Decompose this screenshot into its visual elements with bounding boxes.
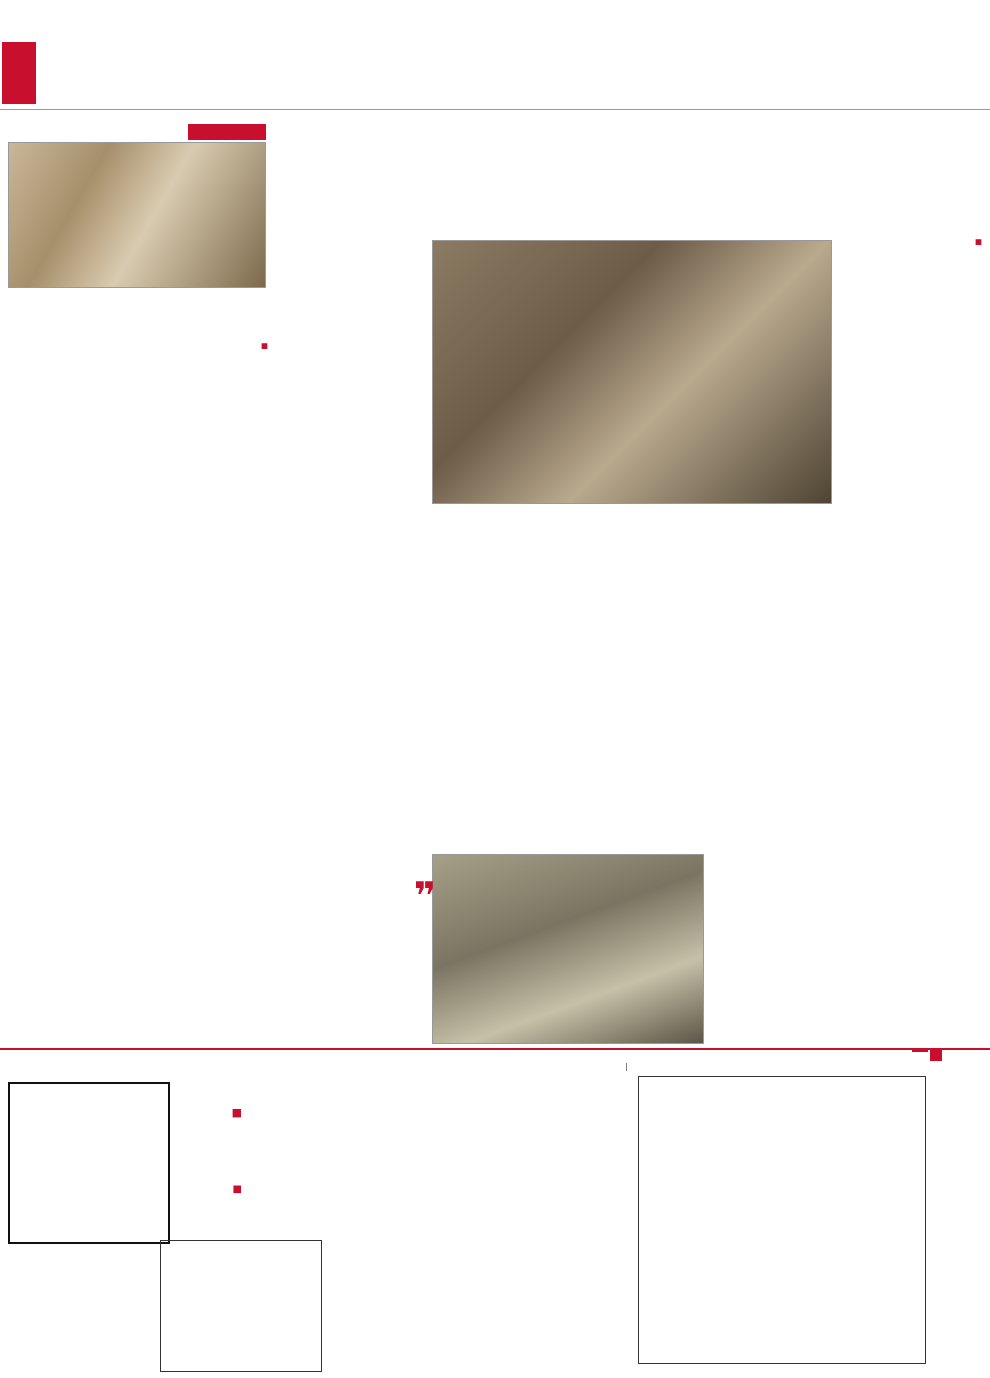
article-column-4 xyxy=(432,508,560,848)
sidebar-photo xyxy=(8,142,266,288)
pull-quote xyxy=(240,874,436,1044)
article-byline xyxy=(840,236,982,248)
sidebar-column-1 xyxy=(140,340,268,1040)
main-photo xyxy=(432,240,832,504)
puzzle-section-label xyxy=(912,1050,928,1052)
vertical-clues xyxy=(436,1228,628,1230)
sidebar-byline xyxy=(140,340,268,352)
crossword-credit: | xyxy=(622,1062,630,1071)
masthead xyxy=(0,40,990,110)
crossword-grid[interactable] xyxy=(638,1076,926,1364)
puzzle-section-divider xyxy=(0,1048,990,1062)
article-column-1 xyxy=(840,236,982,1044)
horizontal-clues xyxy=(436,1120,628,1122)
sudoku-grid[interactable] xyxy=(8,1082,170,1244)
article-column-2 xyxy=(710,508,834,848)
quote-mark-icon: ❞ xyxy=(413,874,436,918)
secondary-photo xyxy=(432,854,704,1044)
small-crossword-title xyxy=(178,1184,242,1195)
article-column-6 xyxy=(710,854,834,1044)
puzzle-section-icon xyxy=(930,1050,942,1061)
newspaper-logo xyxy=(2,42,36,104)
sudoku-title xyxy=(178,1106,242,1119)
article-column-3 xyxy=(566,508,704,848)
small-crossword-grid xyxy=(160,1240,322,1372)
section-logo xyxy=(390,44,560,104)
sidebar-column-2 xyxy=(8,340,136,1040)
sidebar-section-tag xyxy=(188,124,266,140)
